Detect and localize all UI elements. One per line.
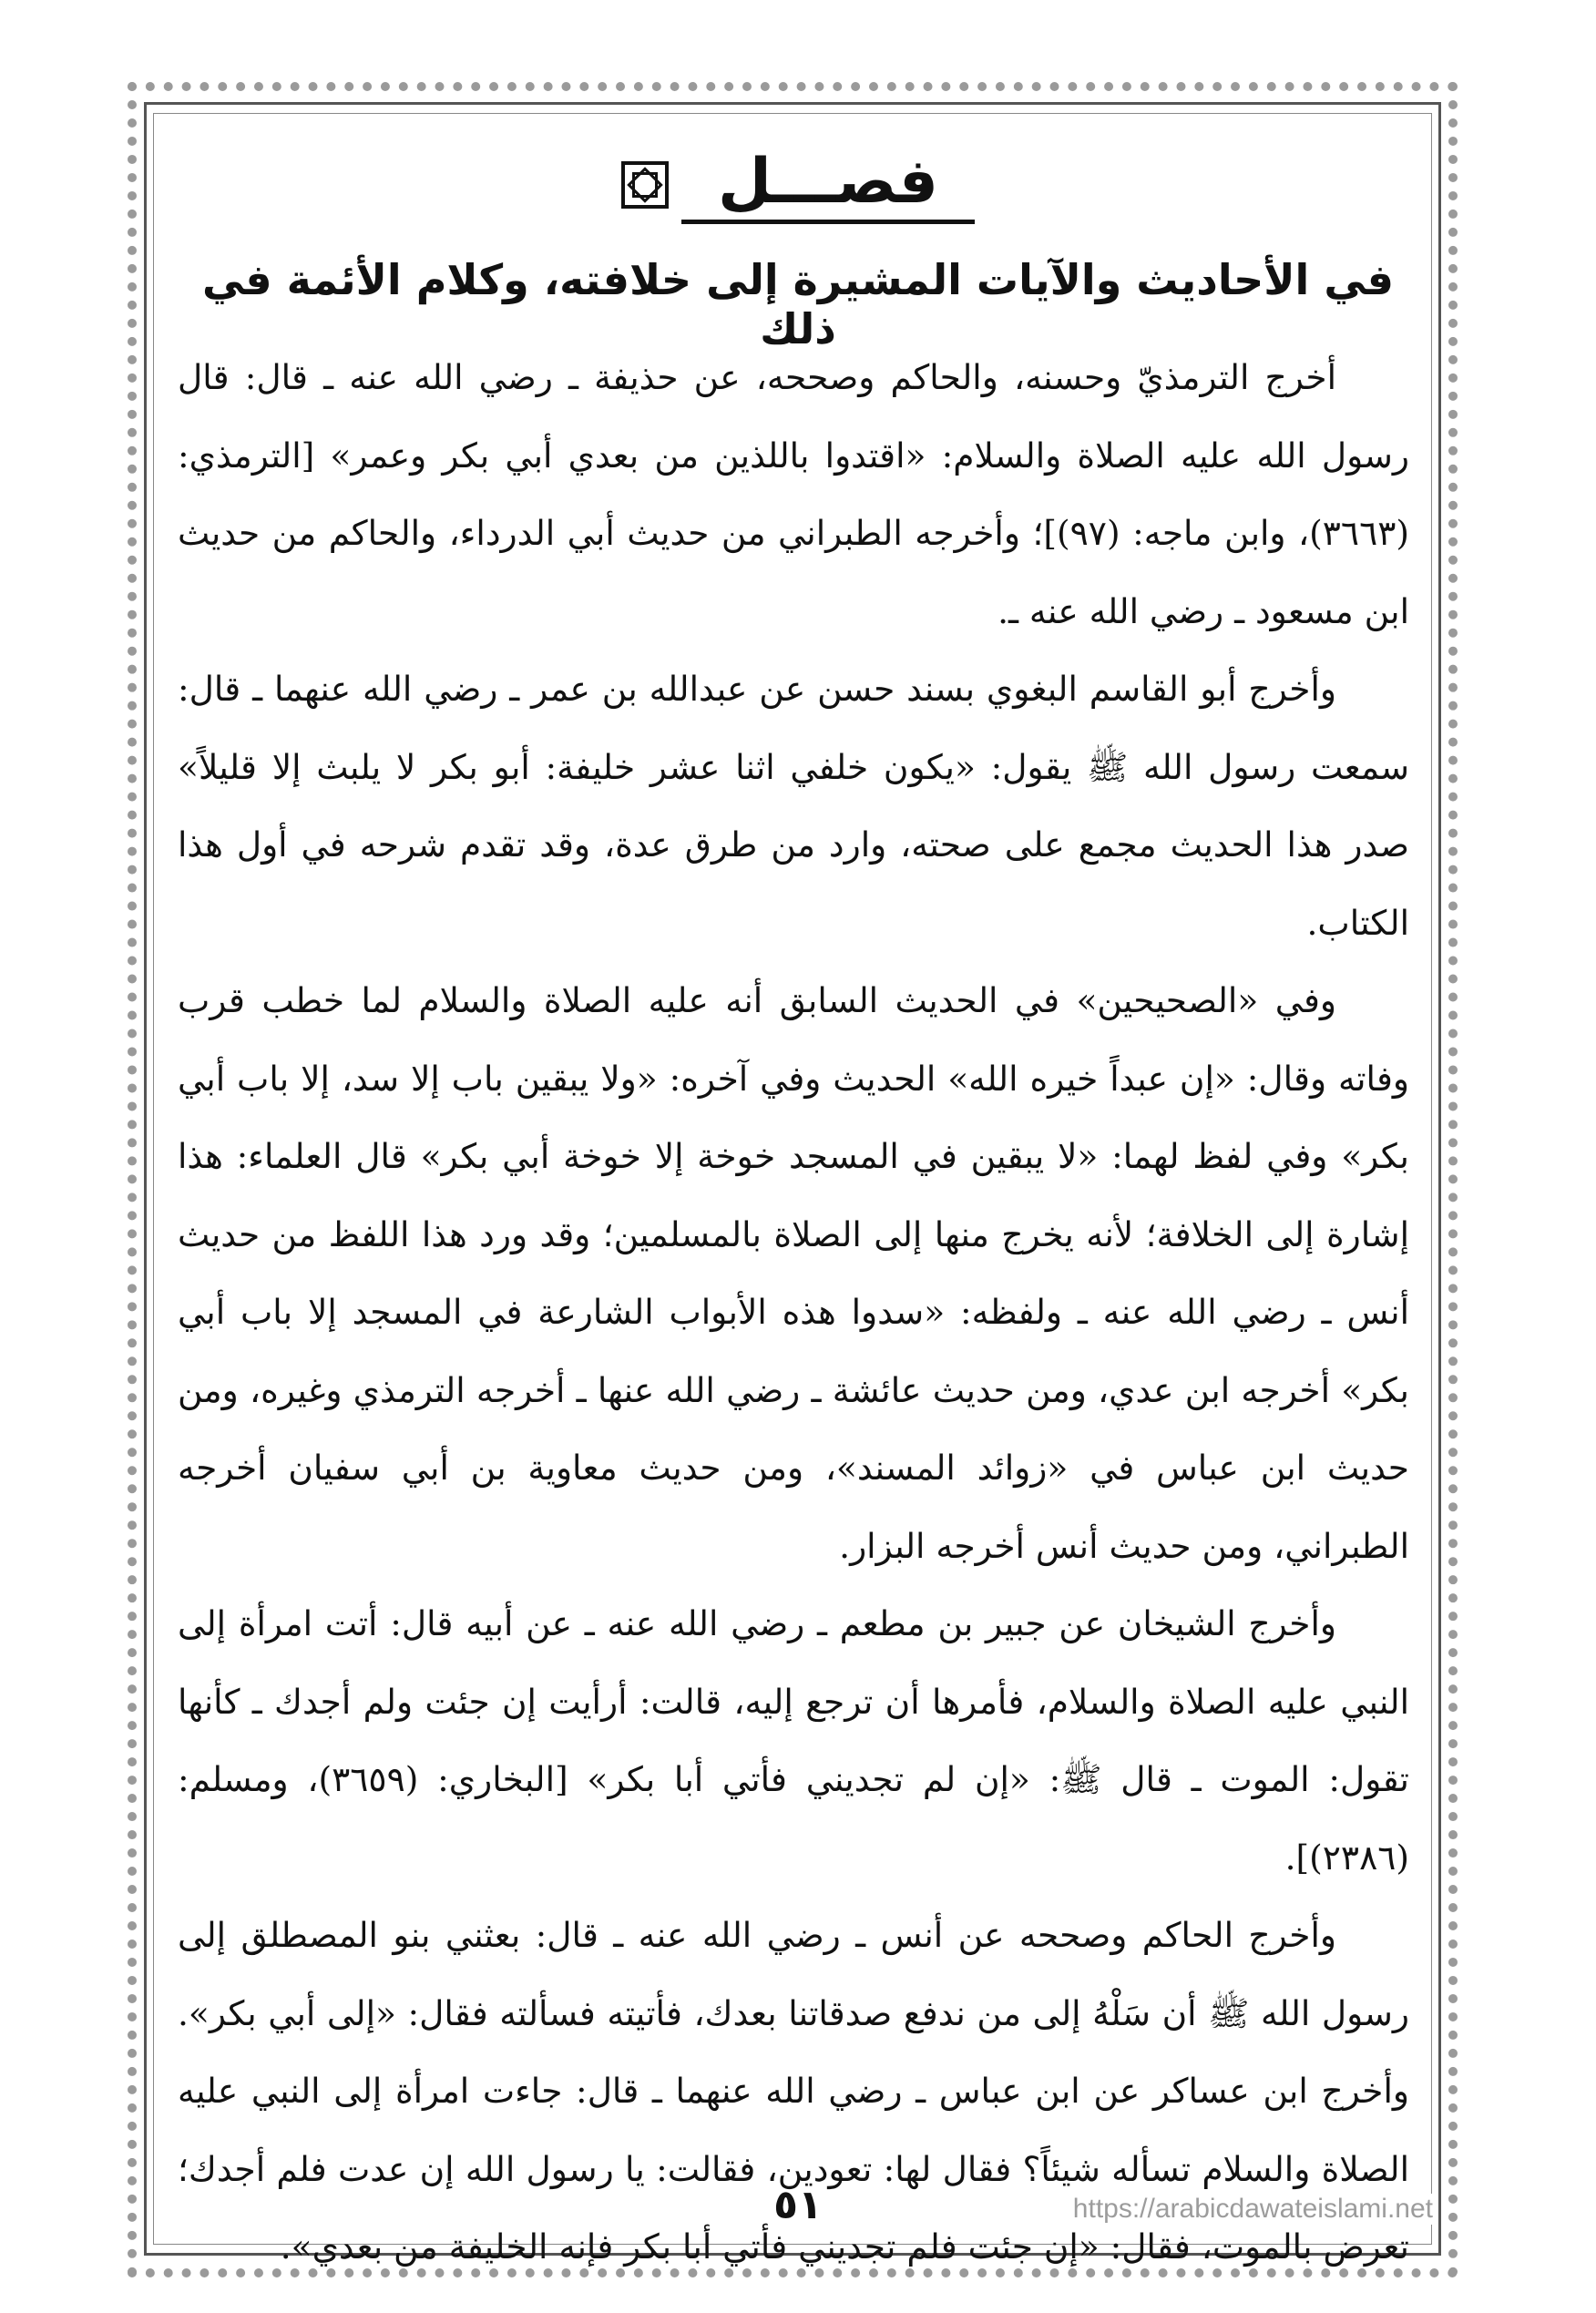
watermark-url: https://arabicdawateislami.net — [1069, 2194, 1437, 2225]
paragraph-5: وأخرج الحاكم وصححه عن أنس ـ رضي الله عنه ـ قال: بعثني بنو المصطلق إلى رسول الله ﷺ أن سَلْهُ إلى من ندفع صدقاتنا بعدك، فأتيته فسألته فقال: «إلى أبي بكر». وأخرج ابن عساكر عن ابن عباس ـ رضي الله عنهما ـ قال: جاءت امرأة إلى النبي عليه الصلاة والسلام تسأله شيئاً؟ فقال لها: تعودين، فقالت: يا رسول الله إن عدت فلم أجدك؛ تعرض بالموت، فقال: «إن جئت فلم تجديني فأتي أبا بكر فإنه الخليفة من بعدي». — [178, 1915, 1409, 2267]
paragraph-2: وأخرج أبو القاسم البغوي بسند حسن عن عبدالله بن عمر ـ رضي الله عنهما ـ قال: سمعت رسول الله ﷺ يقول: «يكون خلفي اثنا عشر خليفة: أبو بكر لا يلبث إلا قليلاً» صدر هذا الحديث مجمع على صحته، وارد من طرق عدة، وقد تقدم شرحه في أول هذا الكتاب. — [178, 669, 1409, 943]
section-title: فصـــل — [681, 146, 975, 224]
paragraph-1: أخرج الترمذيّ وحسنه، والحاكم وصححه، عن حذيفة ـ رضي الله عنه ـ قال: قال رسول الله عليه الصلاة والسلام: «اقتدوا باللذين من بعدي أبي بكر وعمر» [الترمذي: (٣٦٦٣)، وابن ماجه: (٩٧)]؛ وأخرجه الطبراني من حديث أبي الدرداء، والحاكم من حديث ابن مسعود ـ رضي الله عنه ـ. — [178, 357, 1409, 631]
section-heading — [0, 146, 1596, 224]
page-number: ٥١ — [773, 2182, 823, 2228]
section-subtitle: في الأحاديث والآيات المشيرة إلى خلافته، وكلام الأئمة في ذلك — [201, 255, 1394, 353]
ornament-icon — [621, 161, 669, 209]
body-text — [178, 339, 1409, 2287]
paragraph-4: وأخرج الشيخان عن جبير بن مطعم ـ رضي الله عنه ـ عن أبيه قال: أتت امرأة إلى النبي عليه الصلاة والسلام، فأمرها أن ترجع إليه، قالت: أرأيت إن جئت ولم أجدك ـ كأنها تقول: الموت ـ قال ﷺ: «إن لم تجديني فأتي أبا بكر» [البخاري: (٣٦٥٩)، ومسلم: (٢٣٨٦)]. — [178, 1603, 1409, 1878]
paragraph-3: وفي «الصحيحين» في الحديث السابق أنه عليه الصلاة والسلام لما خطب قرب وفاته وقال: «إن عبداً خيره الله» الحديث وفي آخره: «ولا يبقين باب إلا سد، إلا باب أبي بكر» وفي لفظ لهما: «لا يبقين في المسجد خوخة إلا خوخة أبي بكر» قال العلماء: هذا إشارة إلى الخلافة؛ لأنه يخرج منها إلى الصلاة بالمسلمين؛ وقد ورد هذا اللفظ من حديث أنس ـ رضي الله عنه ـ ولفظه: «سدوا هذه الأبواب الشارعة في المسجد إلا باب أبي بكر» أخرجه ابن عدي، ومن حديث عائشة ـ رضي الله عنها ـ أخرجه الترمذي وغيره، ومن حديث ابن عباس في «زوائد المسند»، ومن حديث معاوية بن أبي سفيان أخرجه الطبراني، ومن حديث أنس أخرجه البزار. — [178, 980, 1409, 1566]
